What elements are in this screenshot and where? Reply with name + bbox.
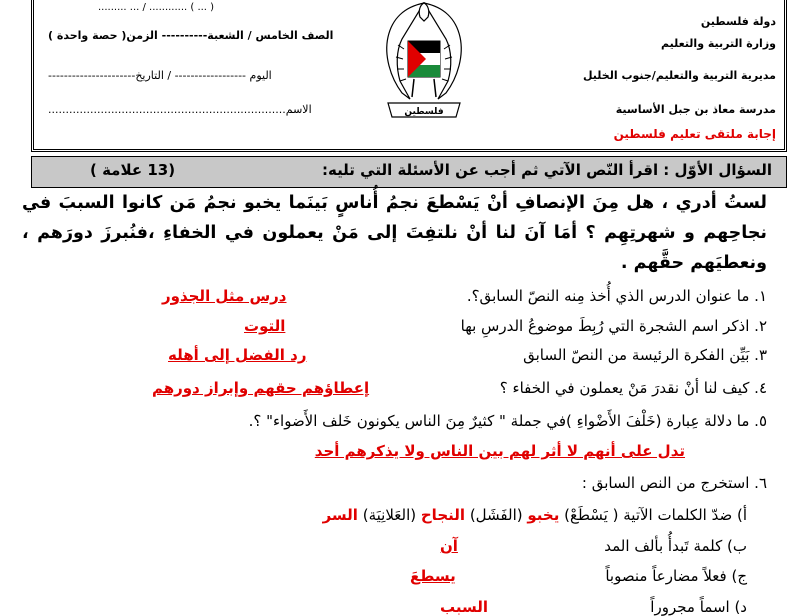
answer-key-note: إجابة ملتقى تعليم فلسطين xyxy=(613,127,776,141)
sub-a-word-2: (الفَشَل) xyxy=(469,506,523,524)
palestine-emblem xyxy=(364,0,484,127)
question-one-marks: (13 علامة ) xyxy=(90,161,176,179)
question-2: ٢. اذكر اسم الشجرة التي رُبِطَ موضوعُ الدرسِ بها xyxy=(460,317,767,335)
question-5: ٥. ما دلالة عِبارة (خَلْفَ الأَضْواءِ )في جملة " كثيرٌ مِنَ الناس يكونون خَلف الأَضواء" ؟. xyxy=(248,412,767,430)
sub-item-a xyxy=(323,506,747,524)
sub-a-answer-1: يخبو xyxy=(527,506,560,524)
question-one-title: السؤال الأوّل : اقرأ النّص الآتي ثم أجب عن الأسئلة التي تليه: xyxy=(321,161,772,179)
question-3: ٣. بَيِّن الفكرة الرئيسة من النصّ السابق xyxy=(523,346,767,364)
question-6: ٦. استخرج من النص السابق : xyxy=(581,474,767,492)
name-line: الاسم.................................................................... xyxy=(48,103,312,116)
sub-a-answer-3: السر xyxy=(322,506,358,524)
sub-a-answer-2: النجاح xyxy=(420,506,466,524)
school-name: مدرسة معاذ بن جبل الأساسية xyxy=(615,103,776,116)
eagle-emblem-icon xyxy=(364,0,484,127)
exam-header xyxy=(31,0,787,152)
state-name: دولة فلسطين xyxy=(700,15,776,28)
grade-time-line: الصف الخامس / الشعبة---------- الزمن( حصة واحدة ) xyxy=(48,29,334,42)
answer-1: درس مثل الجذور xyxy=(162,287,287,305)
question-one-bar xyxy=(31,156,787,188)
reading-passage: لستُ أدري ، هل مِنَ الإنصافِ أنْ يَسْطعَ نجمُ أُناسٍ بَينَما يخبو نجمُ مَن كانوا السببَ في نجاحِهم و شهرتِهِم ؟ أمَا آنَ لنا أنْ نلتفِتَ إلى مَنْ يعملون في الخفاءِ ،فنُبرزَ دورَهم ، ونعطيَهم حقَّهم . xyxy=(22,193,767,273)
sub-d-answer: السبب xyxy=(440,598,489,616)
question-4: ٤. كيف لنا أنْ نقدرَ مَنْ يعملون في الخفاء ؟ xyxy=(499,379,767,397)
answer-2: التوت xyxy=(244,317,286,335)
sub-item-c: ج) فعلاً مضارعاً منصوباً xyxy=(605,567,747,585)
sub-a-word-3: (العَلانِيَة) xyxy=(362,506,417,524)
directorate-name: مديرية التربية والتعليم/جنوب الخليل xyxy=(582,69,776,82)
sub-b-answer: آن xyxy=(440,537,458,555)
answer-5: تدل على أنهم لا أثر لهم بين الناس ولا يذكرهم أحد xyxy=(314,442,685,460)
question-1: ١. ما عنوان الدرس الذي أُخذ مِنه النصّ السابق؟. xyxy=(466,287,767,305)
sub-a-prefix: أ) ضدّ الكلمات الآتية xyxy=(623,506,747,524)
sub-item-d: د) اسماً مجروراً xyxy=(650,598,747,616)
header-top-fragment: ( ... ) ............ / ... ......... xyxy=(98,2,215,13)
sub-a-word-1: ( يَسْطَعْ) xyxy=(564,506,619,524)
answer-4: إعطاؤهم حقهم وإبراز دورهم xyxy=(152,379,370,397)
answer-3: رد الفضل إلى أهله xyxy=(168,346,307,364)
ministry-name: وزارة التربية والتعليم xyxy=(661,37,776,50)
sub-c-answer: يسطعَ xyxy=(410,567,456,585)
day-date-line: اليوم ------------------ / التاريخ---------------------- xyxy=(48,69,272,82)
emblem-banner-text: فلسطين xyxy=(404,107,444,117)
sub-item-b: ب) كلمة تَبدأُ بألف المد xyxy=(604,537,747,555)
